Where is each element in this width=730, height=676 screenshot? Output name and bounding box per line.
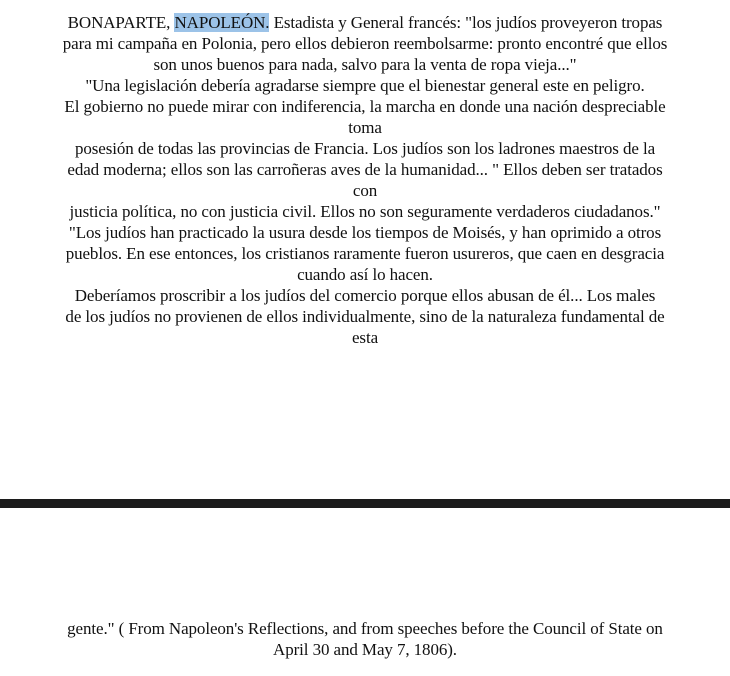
text-line: esta	[351, 328, 379, 347]
text-line: "Los judíos han practicado la usura desde los tiempos de Moisés, y han oprimido a otros	[68, 223, 662, 242]
text-segment: Estadista y General francés: "los judíos proveyeron tropas	[269, 13, 663, 32]
text-line: de los judíos no provienen de ellos individualmente, sino de la naturaleza fundamental de	[65, 307, 665, 326]
text-line: gente." ( From Napoleon's Reflections, and from speeches before the Council of State on	[67, 619, 663, 638]
text-line: Deberíamos proscribir a los judíos del comercio porque ellos abusan de él... Los males	[74, 286, 656, 305]
text-line: cuando así lo hacen.	[297, 265, 433, 284]
selected-text[interactable]: NAPOLEÓN.	[174, 13, 270, 32]
text-line: son unos buenos para nada, salvo para la venta de ropa vieja..."	[153, 55, 577, 74]
text-line: pueblos. En ese entonces, los cristianos raramente fueron usureros, que caen en desgracia	[65, 244, 665, 263]
text-line: posesión de todas las provincias de Francia. Los judíos son los ladrones maestros de la	[74, 139, 656, 158]
text-segment: BONAPARTE,	[67, 13, 175, 32]
document-page-lower	[0, 508, 730, 676]
document-text-upper	[18, 12, 712, 348]
text-line: April 30 and May 7, 1806).	[273, 640, 457, 659]
text-line: edad moderna; ellos son las carroñeras aves de la humanidad... " Ellos deben ser tratados	[67, 160, 663, 179]
page-break-divider	[0, 499, 730, 508]
text-line: justicia política, no con justicia civil. Ellos no son seguramente verdaderos ciudadanos."	[69, 202, 661, 221]
document-text-lower	[18, 618, 712, 660]
text-line: "Una legislación debería agradarse siempre que el bienestar general este en peligro.	[85, 76, 645, 95]
text-line	[18, 12, 712, 33]
text-line: para mi campaña en Polonia, pero ellos debieron reembolsarme: pronto encontré que ellos	[62, 34, 668, 53]
text-line: con	[352, 181, 378, 200]
text-line: El gobierno no puede mirar con indiferencia, la marcha en donde una nación despreciable	[64, 97, 666, 116]
text-line: toma	[348, 118, 382, 137]
